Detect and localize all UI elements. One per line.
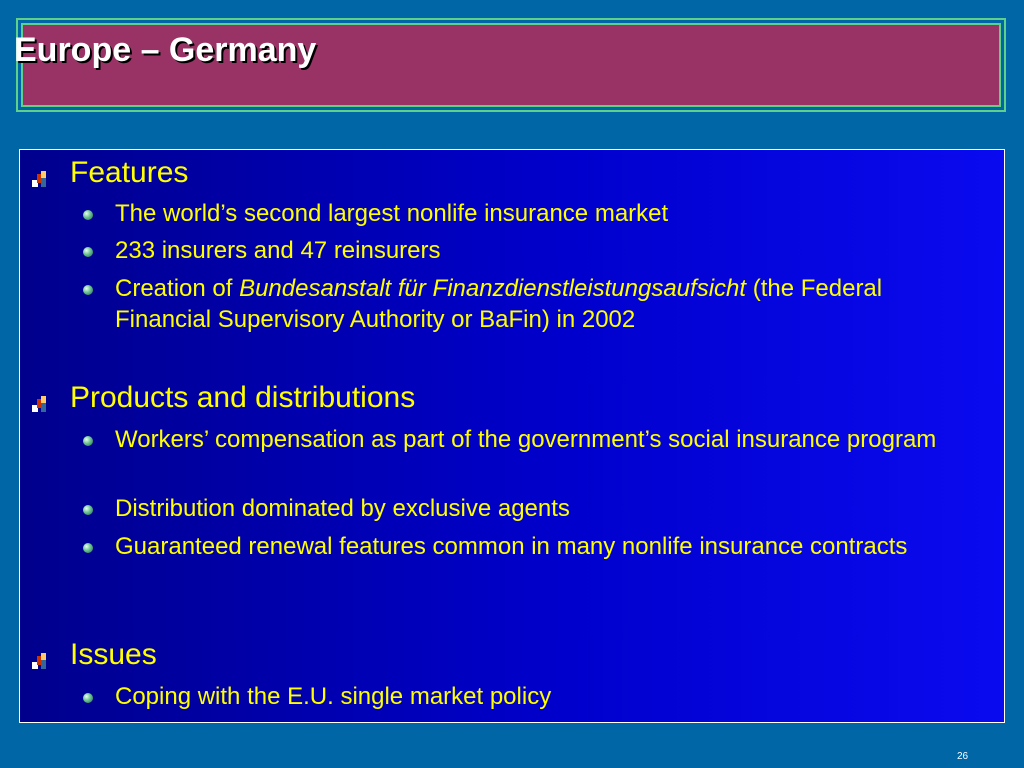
list-item: Coping with the E.U. single market policy bbox=[115, 683, 552, 710]
sphere-bullet-icon bbox=[83, 543, 93, 553]
sphere-bullet-icon bbox=[83, 210, 93, 220]
section-heading-features: Features bbox=[70, 156, 189, 189]
sphere-bullet-icon bbox=[83, 436, 93, 446]
sphere-bullet-icon bbox=[83, 285, 93, 295]
list-item-bafin bbox=[115, 273, 955, 335]
bar-bullet-icon bbox=[32, 171, 46, 187]
item-suffix: (the Federal Financial Supervisory Authority or BaFin) in 2002 bbox=[115, 275, 883, 333]
bar-bullet-icon bbox=[32, 653, 46, 669]
section-heading-issues: Issues bbox=[70, 638, 157, 671]
item-italic-name: Bundesanstalt für Finanzdienstleistungsaufsicht bbox=[239, 275, 747, 302]
item-prefix: Creation of bbox=[115, 275, 240, 302]
list-item: 233 insurers and 47 reinsurers bbox=[115, 237, 441, 264]
list-item: The world’s second largest nonlife insurance market bbox=[115, 200, 669, 227]
slide-title: Europe – Germany bbox=[14, 31, 317, 69]
list-item: Distribution dominated by exclusive agents bbox=[115, 495, 570, 522]
list-item: Guaranteed renewal features common in many nonlife insurance contracts bbox=[115, 533, 908, 560]
bar-bullet-icon bbox=[32, 396, 46, 412]
sphere-bullet-icon bbox=[83, 505, 93, 515]
content-box bbox=[19, 149, 1005, 723]
list-item: Workers’ compensation as part of the government’s social insurance program bbox=[115, 426, 937, 453]
page-number: 26 bbox=[957, 751, 969, 762]
sphere-bullet-icon bbox=[83, 247, 93, 257]
section-heading-products: Products and distributions bbox=[70, 381, 416, 414]
sphere-bullet-icon bbox=[83, 693, 93, 703]
